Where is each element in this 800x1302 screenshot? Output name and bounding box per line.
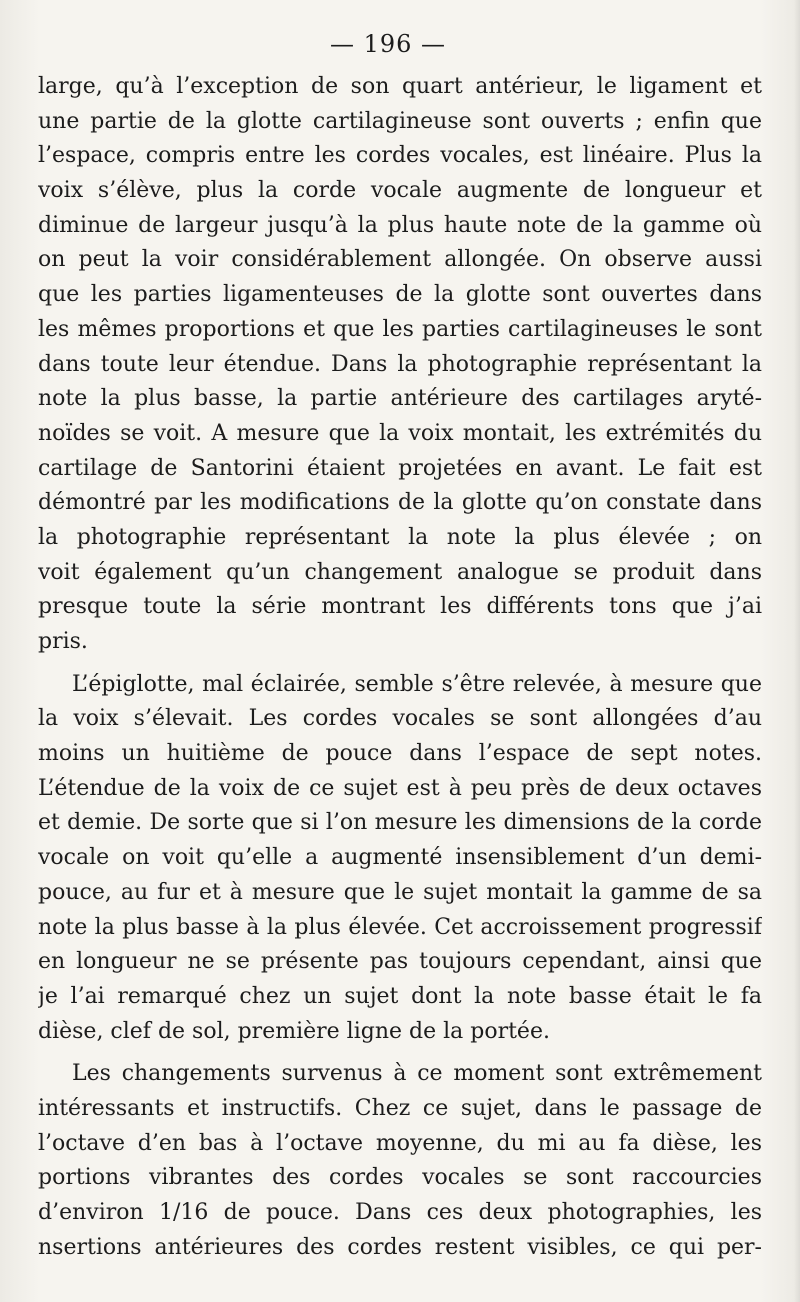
text-line: l’octave d’en bas à l’octave moyenne, du mi au fa dièse, les bbox=[38, 1130, 762, 1156]
text-line: vocale on voit qu’elle a augmenté insensiblement d’un demi- bbox=[38, 845, 762, 871]
text-line: dièse, clef de sol, première ligne de la portée. bbox=[38, 1018, 550, 1044]
body-text bbox=[38, 70, 762, 1265]
text-line: démontré par les modifications de la glotte qu’on constate dans bbox=[38, 490, 762, 516]
text-line: pouce, au fur et à mesure que le sujet montait la gamme de sa bbox=[38, 879, 762, 905]
text-line: nsertions antérieures des cordes restent visibles, ce qui per- bbox=[38, 1234, 762, 1260]
text-line: noïdes se voit. A mesure que la voix montait, les extrémités du bbox=[38, 420, 762, 446]
text-line: L’étendue de la voix de ce sujet est à peu près de deux octaves bbox=[38, 775, 762, 801]
paragraph bbox=[38, 70, 762, 660]
text-line: on peut la voir considérablement allongée. On observe aussi bbox=[38, 247, 762, 273]
paragraph bbox=[38, 668, 762, 1050]
text-line: diminue de largeur jusqu’à la plus haute note de la gamme où bbox=[38, 212, 762, 238]
page-number: — 196 — bbox=[329, 30, 447, 58]
text-line: dans toute leur étendue. Dans la photographie représentant la bbox=[38, 351, 762, 377]
text-line: L’épiglotte, mal éclairée, semble s’être relevée, à mesure que bbox=[72, 671, 762, 697]
text-line: que les parties ligamenteuses de la glotte sont ouvertes dans bbox=[38, 282, 762, 308]
text-line: en longueur ne se présente pas toujours cependant, ainsi que bbox=[38, 949, 762, 975]
text-line: voit également qu’un changement analogue se produit dans bbox=[38, 559, 762, 585]
text-line: intéressants et instructifs. Chez ce sujet, dans le passage de bbox=[38, 1095, 762, 1121]
text-line: cartilage de Santorini étaient projetées en avant. Le fait est bbox=[38, 455, 762, 481]
text-line: large, qu’à l’exception de son quart antérieur, le ligament et bbox=[38, 74, 762, 99]
text-line: note la plus basse, la partie antérieure des cartilages aryté- bbox=[38, 386, 762, 412]
text-line: d’environ 1/16 de pouce. Dans ces deux photographies, les bbox=[38, 1200, 762, 1225]
paragraph bbox=[38, 1057, 762, 1265]
page-edge-shadow bbox=[794, 0, 800, 1302]
paragraph-gap bbox=[38, 1049, 762, 1057]
text-line: la photographie représentant la note la plus élevée ; on bbox=[38, 524, 762, 550]
text-line: une partie de la glotte cartilagineuse sont ouverts ; enfin que bbox=[38, 108, 762, 134]
text-line: portions vibrantes des cordes vocales se sont raccourcies bbox=[38, 1165, 762, 1191]
text-line: voix s’élève, plus la corde vocale augmente de longueur et bbox=[38, 178, 762, 204]
text-line: Les changements survenus à ce moment sont extrêmement bbox=[72, 1061, 762, 1087]
text-line: l’espace, compris entre les cordes vocales, est linéaire. Plus la bbox=[38, 143, 762, 169]
text-line: moins un huitième de pouce dans l’espace de sept notes. bbox=[38, 741, 762, 767]
paragraph-gap bbox=[38, 660, 762, 668]
text-line: je l’ai remarqué chez un sujet dont la note basse était le fa bbox=[38, 983, 762, 1009]
text-line: la voix s’élevait. Les cordes vocales se sont allongées d’au bbox=[38, 706, 762, 732]
text-line: pris. bbox=[38, 629, 88, 654]
text-line: les mêmes proportions et que les parties cartilagineuses le sont bbox=[38, 316, 762, 342]
text-line: et demie. De sorte que si l’on mesure les dimensions de la corde bbox=[38, 810, 762, 836]
text-line: presque toute la série montrant les différents tons que j’ai bbox=[38, 594, 762, 620]
text-line: note la plus basse à la plus élevée. Cet accroissement progressif bbox=[38, 914, 762, 940]
